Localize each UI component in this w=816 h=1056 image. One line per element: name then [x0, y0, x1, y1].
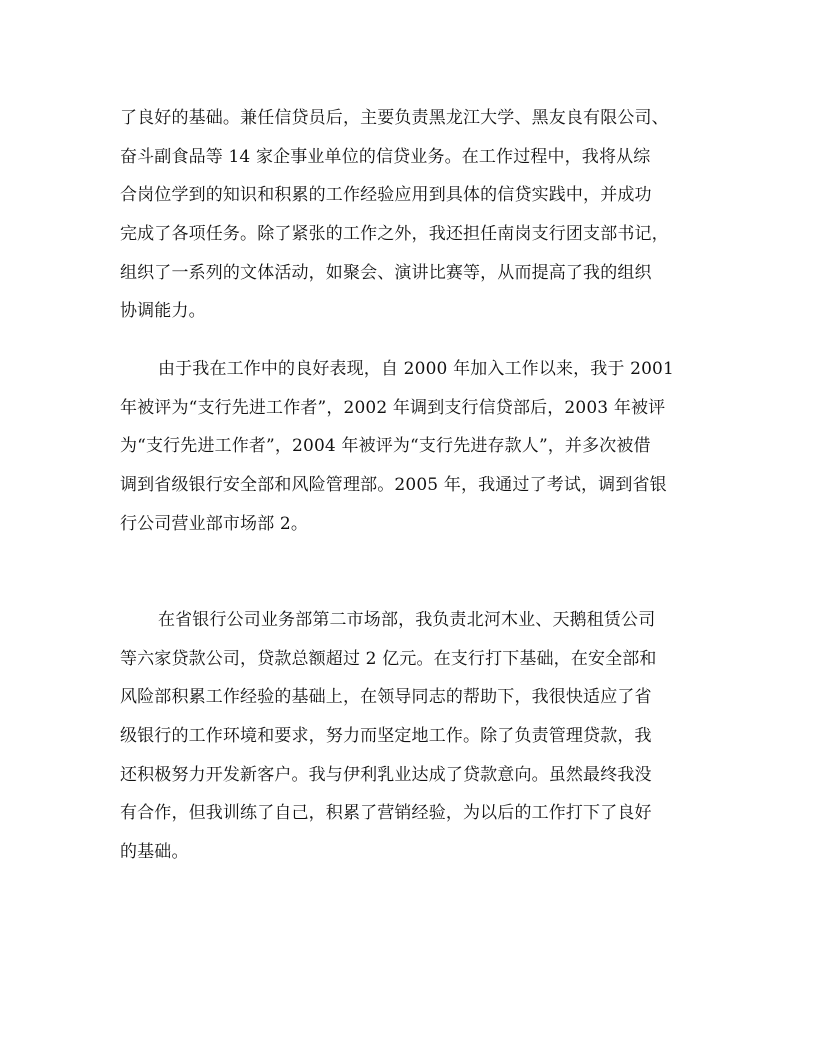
paragraph-line: 了良好的基础。兼任信贷员后，主要负责黑龙江大学、黑友良有限公司、: [120, 108, 669, 128]
paragraph-line: 年被评为“支行先进工作者”，2002 年调到支行信贷部后，2003 年被评: [120, 397, 666, 418]
paragraph-line: 有合作，但我训练了自己，积累了营销经验，为以后的工作打下了良好: [120, 803, 652, 824]
paragraph-line: 等六家贷款公司，贷款总额超过 2 亿元。在支行打下基础，在安全部和: [120, 648, 657, 669]
paragraph-1: [120, 99, 700, 331]
paragraph-line: 协调能力。: [120, 301, 206, 322]
paragraph-2: [120, 350, 700, 543]
paragraph-line: 完成了各项任务。除了紧张的工作之外，我还担任南岗支行团支部书记，: [120, 224, 669, 245]
paragraph-line: 合岗位学到的知识和积累的工作经验应用到具体的信贷实践中，并成功: [120, 185, 652, 206]
paragraph-line: 在省银行公司业务部第二市场部，我负责北河木业、天鹅租赁公司: [158, 610, 656, 630]
paragraph-line: 调到省级银行安全部和风险管理部。2005 年，我通过了考试，调到省银: [120, 475, 667, 496]
paragraph-line: 奋斗副食品等 14 家企事业单位的信贷业务。在工作过程中，我将从综: [120, 146, 651, 167]
paragraph-line: 还积极努力开发新客户。我与伊利乳业达成了贷款意向。虽然最终我没: [120, 764, 652, 785]
paragraph-line: 级银行的工作环境和要求，努力而坚定地工作。除了负责管理贷款，我: [120, 726, 652, 747]
paragraph-line: 风险部积累工作经验的基础上，在领导同志的帮助下，我很快适应了省: [120, 687, 652, 708]
paragraph-line: 行公司营业部市场部 2。: [120, 513, 309, 534]
paragraph-line: 为“支行先进工作者”，2004 年被评为“支行先进存款人”，并多次被借: [120, 436, 651, 457]
paragraph-line: 的基础。: [120, 842, 189, 863]
paragraph-line: 由于我在工作中的良好表现，自 2000 年加入工作以来，我于 2001: [158, 359, 674, 379]
paragraph-3: [120, 601, 700, 872]
paragraph-line: 组织了一系列的文体活动，如聚会、演讲比赛等，从而提高了我的组织: [120, 262, 652, 283]
